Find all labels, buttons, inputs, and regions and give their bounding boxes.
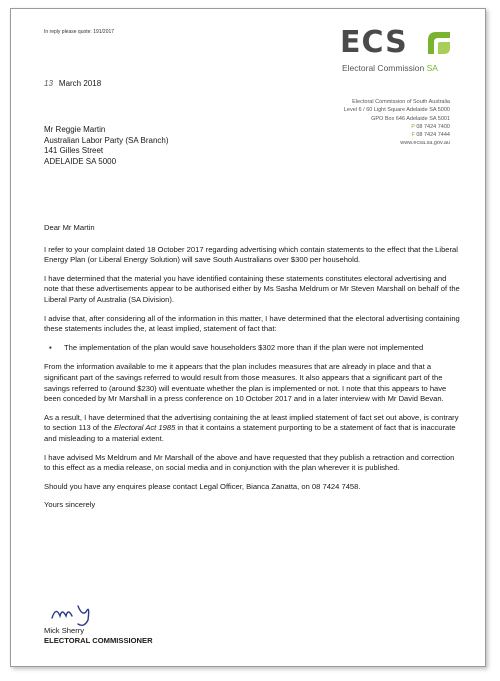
signatory-name: Mick Sherry [44, 626, 85, 635]
date-day: 13 [44, 79, 53, 88]
paragraph-1: I refer to your complaint dated 18 October 2017 regarding advertising which contain statements to the effect that the Liberal Energy Plan (or Liberal Energy Solution) will save South Australians over $300 per household. [44, 244, 458, 265]
logo-leaf-icon [424, 28, 454, 58]
date-month-year: March 2018 [58, 79, 102, 88]
paragraph-4: From the information available to me it appears that the plan includes measures that are already in place and that a significant part of the savings referred to would result from those measures. It also appears that a significant part of the savings referred to (around $230) will eventuate whether the plan is implemented or not. I note that this appears to have been conceded by Mr Marshall in a press conference on 10 October 2017 and in a later interview with Mr David Bevan. [44, 362, 447, 404]
closing: Yours sincerely [44, 500, 96, 510]
fax-line: F 08 7424 7444 [411, 132, 450, 139]
bullet-item: ▪ The implementation of the plan would save householders $302 more than if the plan were not implemented [49, 342, 424, 352]
phone-line: P 08 7424 7400 [411, 123, 450, 130]
logo-letters: ECS [340, 25, 408, 60]
paragraph-3: I advise that, after considering all of the information in this matter, I have determined that the electoral advertising containing these statements includes the, at least implied, statement of fact that: [44, 313, 460, 334]
letter-body [44, 223, 462, 519]
website-link: www.ecsa.sa.gov.au [400, 140, 450, 147]
ecsa-logo [338, 25, 458, 79]
paragraph-6: I have advised Ms Meldrum and Mr Marshall of the above and have requested that they publish a retraction and correction to this effect as a media release, on social media and in conjunction with the plan wherever it is published. [44, 452, 455, 473]
paragraph-5: As a result, I have determined that the advertising containing the at least implied statement of fact set out above, is contrary to section 113 of the Electoral Act 1985 in that it contains a statement purporting to be a statement of fact that is inaccurate and misleading to a material extent. [44, 412, 459, 443]
logo-subtitle: Electoral Commission SA [342, 63, 438, 73]
recipient-address: Mr Reggie Martin Australian Labor Party (SA Branch) 141 Gilles Street ADELAIDE SA 5000 [44, 125, 169, 166]
sender-address: Electoral Commission of South Australia Level 6 / 60 Light Square Adelaide SA 5000 GPO Box 646 Adelaide SA 5001 P 08 7424 7400 F 08 7424 7444 www.ecsa.sa.gov.au [343, 99, 450, 147]
salutation: Dear Mr Martin [44, 223, 95, 232]
signatory-title: ELECTORAL COMMISSIONER [44, 635, 153, 645]
reference-line: In reply please quote: 191/2017 [44, 29, 115, 35]
paragraph-2: I have determined that the material you have identified containing these statements constitutes electoral advertising and note that these advertisements appear to be authorised either by Ms Sasha Meldrum or Mr Steven Marshall on behalf of the Liberal Party of Australia (SA Division). [44, 273, 460, 304]
letter-date [44, 79, 101, 88]
paragraph-7: Should you have any enquires please contact Legal Officer, Bianca Zanatta, on 08 7424 7458. [44, 481, 361, 491]
signatory [44, 626, 153, 645]
